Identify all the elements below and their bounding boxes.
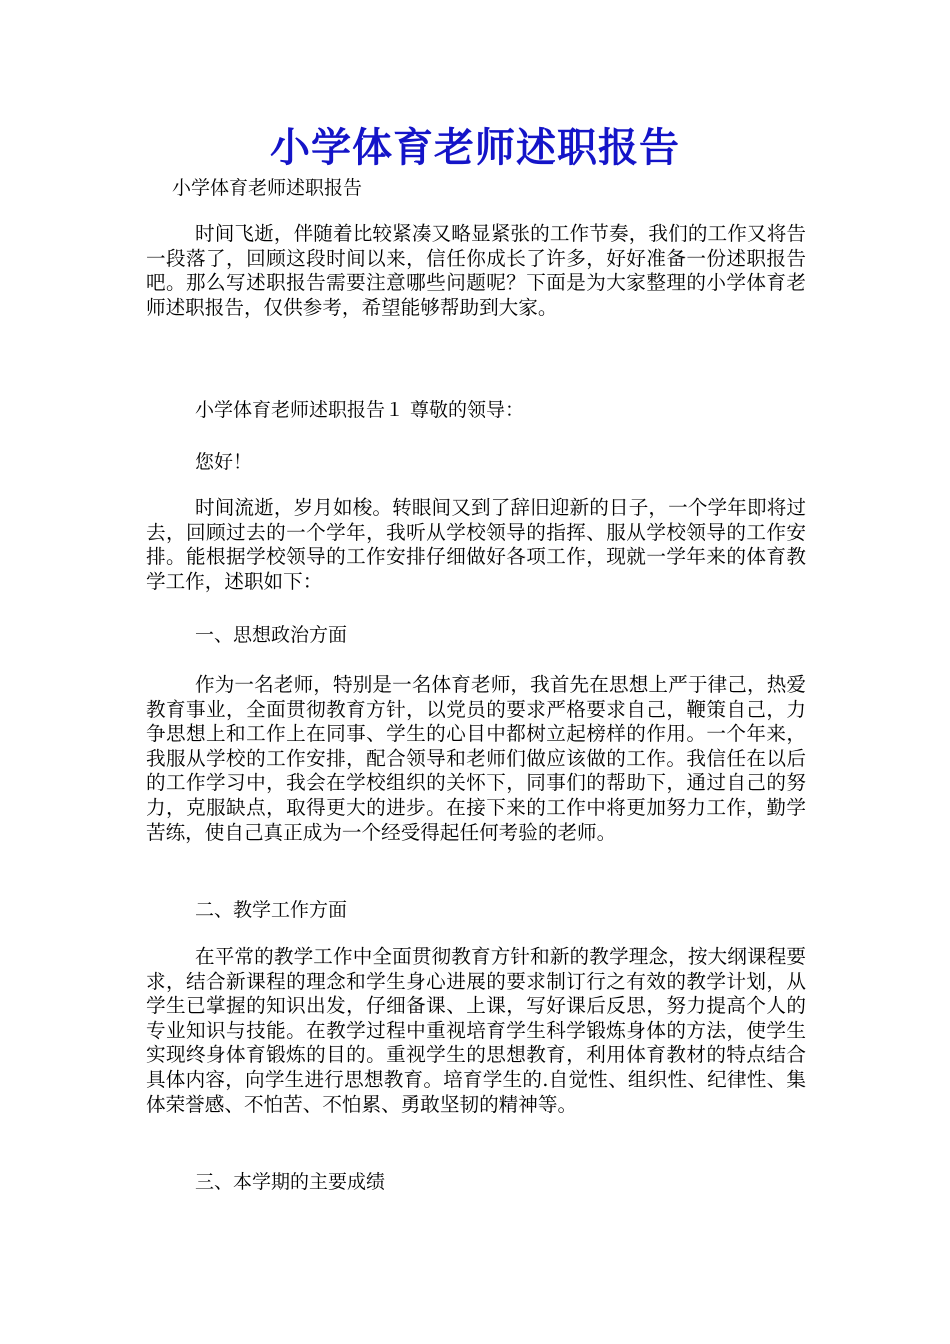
section2-body: 在平常的教学工作中全面贯彻教育方针和新的教学理念，按大纲课程要求，结合新课程的理念和学生身心进展的要求制订行之有效的教学计划，从学生已掌握的知识出发，仔细备课、上课，写好课后反思，努力提高个人的专业知识与技能。在教学过程中重视培育学生科学锻炼身体的方法，使学生实现终身体育锻炼的目的。重视学生的思想教育，利用体育教材的特点结合具体内容，向学生进行思想教育。培育学生的.自觉性、组织性、纪律性、集体荣誉感、不怕苦、不怕累、勇敢坚韧的精神等。 [146,945,806,1116]
section1-body: 作为一名老师，特别是一名体育老师，我首先在思想上严于律己，热爱教育事业，全面贯彻教育方针，以党员的要求严格要求自己，鞭策自己，力争思想上和工作上在同事、学生的心目中都树立起榜样的作用。一个年来，我服从学校的工作安排，配合领导和老师们做应该做的工作。我信任在以后的工作学习中，我会在学校组织的关怀下，同事们的帮助下，通过自己的努力，克服缺点，取得更大的进步。在接下来的工作中将更加努力工作，勤学苦练，使自己真正成为一个经受得起任何考验的老师。 [146,673,806,844]
intro-paragraph: 时间飞逝，伴随着比较紧凑又略显紧张的工作节奏，我们的工作又将告一段落了，回顾这段时间以来，信任你成长了许多，好好准备一份述职报告吧。那么写述职报告需要注意哪些问题呢？下面是为大家整理的小学体育老师述职报告，仅供参考，希望能够帮助到大家。 [146,222,806,319]
document-title: 小学体育老师述职报告 [270,125,680,171]
section3-heading: 三、本学期的主要成绩 [195,1171,386,1193]
opening-paragraph: 时间流逝，岁月如梭。转眼间又到了辞旧迎新的日子，一个学年即将过去，回顾过去的一个学年，我听从学校领导的指挥、服从学校领导的工作安排。能根据学校领导的工作安排仔细做好各项工作，现就一学年来的体育教学工作，述职如下： [146,496,806,593]
document-subtitle: 小学体育老师述职报告 [172,177,363,199]
greeting-line: 您好！ [195,451,253,473]
report-heading: 小学体育老师述职报告１ 尊敬的领导： [195,399,525,421]
section1-heading: 一、思想政治方面 [195,624,348,646]
section2-heading: 二、教学工作方面 [195,899,348,921]
